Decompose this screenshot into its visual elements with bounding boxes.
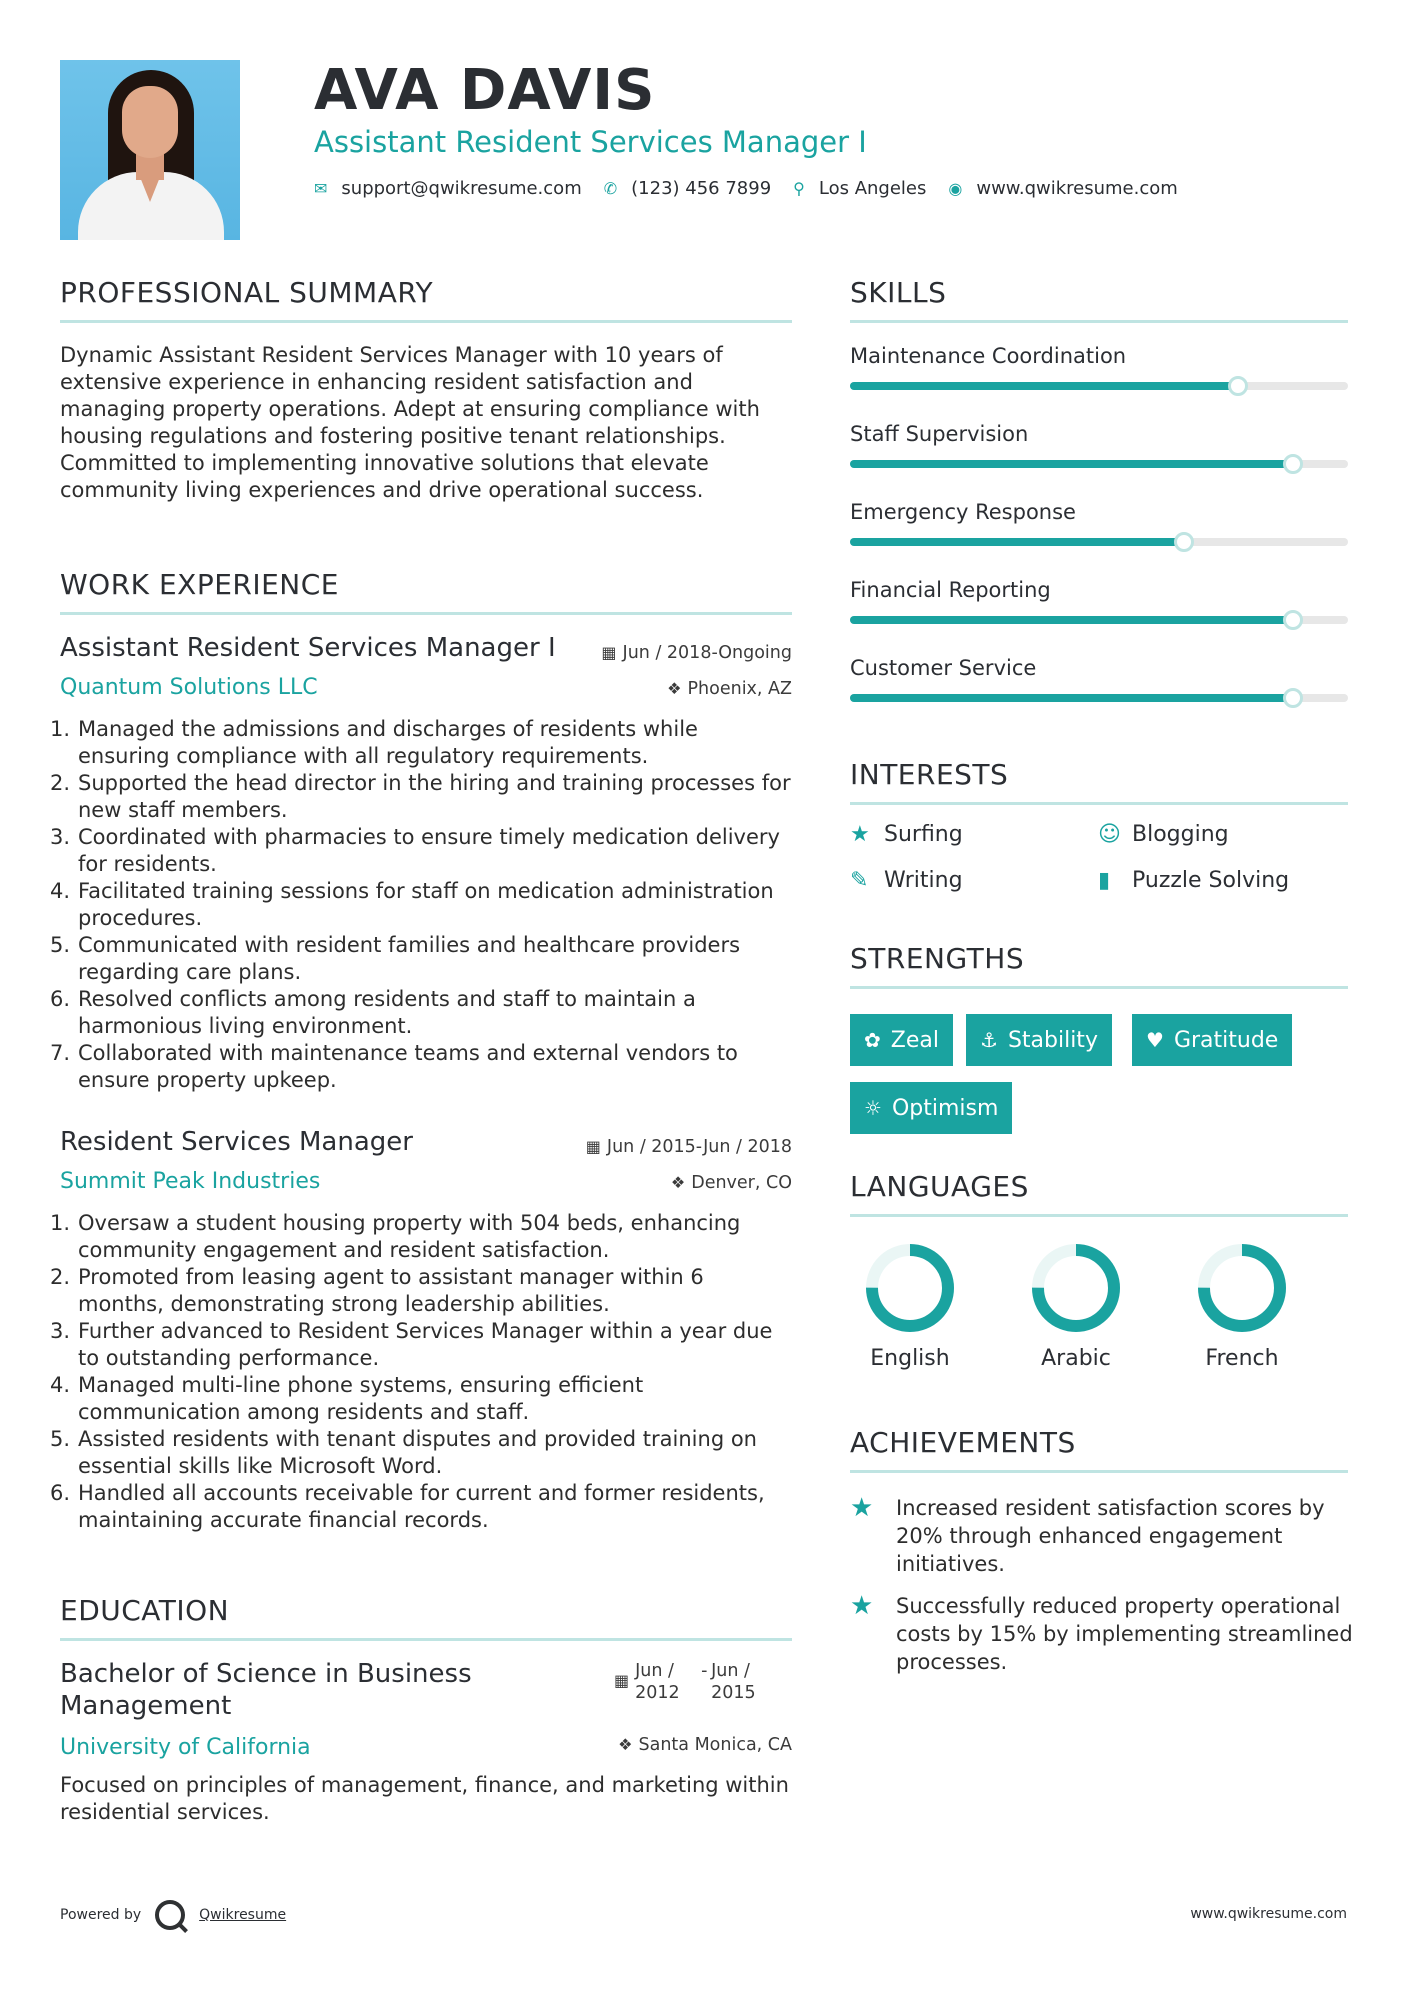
job-duties: [60, 716, 795, 1094]
phone-icon: ✆: [603, 179, 618, 198]
calendar-icon: ▦: [614, 1671, 630, 1690]
strength-badge: ✿ Zeal: [850, 1014, 953, 1066]
education-heading: EDUCATION: [60, 1594, 230, 1627]
interest-item: ★ Surfing: [850, 822, 963, 847]
duty-item: Assisted residents with tenant disputes and provided training on essential skills like Microsoft Word.: [78, 1427, 757, 1478]
profile-photo: [60, 60, 240, 240]
language-item: [850, 1240, 970, 1371]
qwikresume-logo-icon: [155, 1900, 185, 1930]
map-pin-icon: ⚲: [793, 179, 805, 198]
heart-icon: ♥: [1146, 1028, 1164, 1052]
school-name: University of California: [60, 1735, 311, 1760]
pencil-icon: ✎: [850, 868, 869, 893]
star-icon: ★: [850, 1493, 874, 1523]
skill-item: [850, 654, 1348, 702]
strengths-divider: [850, 986, 1348, 989]
education-divider: [60, 1638, 792, 1641]
languages-heading: LANGUAGES: [850, 1170, 1029, 1203]
globe-icon: ◉: [948, 179, 963, 198]
star-icon: ★: [850, 1591, 874, 1621]
school-location: ❖ Santa Monica, CA: [618, 1735, 792, 1755]
education-dates: ▦ Jun / 2012 - Jun / 2015: [614, 1660, 771, 1704]
duty-item: Oversaw a student housing property with 504 beds, enhancing community engagement and resident satisfaction.: [78, 1211, 741, 1262]
book-icon: ▮: [1098, 868, 1111, 893]
achievements-heading: ACHIEVEMENTS: [850, 1426, 1076, 1459]
strength-badge: ♥ Gratitude: [1132, 1014, 1292, 1066]
skill-name: Customer Service: [850, 656, 1037, 680]
job-location: ❖ Phoenix, AZ: [667, 679, 792, 699]
language-ring: [1028, 1240, 1124, 1336]
skill-item: [850, 498, 1348, 546]
users-icon: ☺: [1098, 822, 1121, 847]
star-icon: ★: [850, 822, 870, 847]
job-date: ▦ Jun / 2018-Ongoing: [601, 643, 792, 663]
contact-email[interactable]: support@qwikresume.com: [341, 178, 582, 199]
strength-badge: ☼ Optimism: [850, 1082, 1012, 1134]
skill-name: Staff Supervision: [850, 422, 1029, 446]
pin-icon: ❖: [670, 1173, 686, 1192]
contact-website[interactable]: www.qwikresume.com: [976, 178, 1178, 199]
language-item: [1016, 1240, 1136, 1371]
summary-text: Dynamic Assistant Resident Services Manager with 10 years of extensive experience in enhancing resident satisfaction and managing property operations. Adept at ensuring compliance with housing regulations and fostering positive tenant relationships. Committed to implementing innovative solutions that elevate community living experiences and drive operational success.: [60, 343, 760, 502]
contact-phone[interactable]: (123) 456 7899: [631, 178, 772, 199]
strengths-heading: STRENGTHS: [850, 942, 1025, 975]
experience-divider: [60, 612, 792, 615]
contact-bar: [314, 178, 1200, 199]
skill-name: Financial Reporting: [850, 578, 1051, 602]
job-location: ❖ Denver, CO: [670, 1173, 792, 1193]
interests-heading: INTERESTS: [850, 758, 1009, 791]
experience-heading: WORK EXPERIENCE: [60, 568, 339, 601]
duty-item: Communicated with resident families and healthcare providers regarding care plans.: [78, 933, 741, 984]
education-description: Focused on principles of management, finance, and marketing within residential services.: [60, 1773, 789, 1824]
footer-powered-by: Powered by Qwikresume: [60, 1900, 286, 1930]
duty-item: Supported the head director in the hiring and training processes for new staff members.: [78, 771, 791, 822]
interest-item: ▮ Puzzle Solving: [1098, 868, 1290, 893]
skill-item: [850, 576, 1348, 624]
candidate-role: Assistant Resident Services Manager I: [314, 125, 867, 159]
language-ring: [1194, 1240, 1290, 1336]
education-start: Jun / 2012: [635, 1661, 680, 1703]
skill-item: [850, 420, 1348, 468]
skill-name: Maintenance Coordination: [850, 344, 1127, 368]
skills-divider: [850, 320, 1348, 323]
job-duties: [60, 1210, 795, 1534]
duty-item: Managed the admissions and discharges of residents while ensuring compliance with all regulatory requirements.: [78, 717, 698, 768]
education-end: Jun / 2015: [711, 1661, 756, 1703]
envelope-icon: ✉: [314, 179, 328, 198]
job-company: Summit Peak Industries: [60, 1169, 321, 1194]
skill-bar: [850, 616, 1348, 624]
degree-title: Bachelor of Science in Business Management: [60, 1659, 472, 1721]
pin-icon: ❖: [618, 1735, 633, 1754]
sun-icon: ☼: [864, 1096, 882, 1120]
interest-item: ☺ Blogging: [1098, 822, 1229, 847]
skill-name: Emergency Response: [850, 500, 1076, 524]
skills-heading: SKILLS: [850, 276, 947, 309]
footer-website[interactable]: www.qwikresume.com: [1190, 1906, 1347, 1922]
candidate-name: AVA DAVIS: [314, 58, 656, 123]
language-ring: [862, 1240, 958, 1336]
duty-item: Coordinated with pharmacies to ensure timely medication delivery for residents.: [78, 825, 780, 876]
duty-item: Further advanced to Resident Services Manager within a year due to outstanding performance.: [78, 1319, 773, 1370]
skill-bar: [850, 382, 1348, 390]
achievement-item: ★ Increased resident satisfaction scores by 20% through enhanced engagement initiatives.: [850, 1493, 1325, 1576]
duty-item: Resolved conflicts among residents and staff to maintain a harmonious living environment.: [78, 987, 696, 1038]
job-title: Assistant Resident Services Manager I: [60, 633, 556, 663]
flame-icon: ✿: [864, 1028, 881, 1052]
skill-item: [850, 342, 1348, 390]
achievement-item: ★ Successfully reduced property operational costs by 15% by implementing streamlined processes.: [850, 1591, 1353, 1674]
job-date: ▦ Jun / 2015-Jun / 2018: [585, 1137, 792, 1157]
footer-brand-link[interactable]: Qwikresume: [199, 1907, 287, 1923]
language-name: French: [1205, 1346, 1279, 1371]
language-name: Arabic: [1041, 1346, 1111, 1371]
skill-bar: [850, 694, 1348, 702]
summary-heading: PROFESSIONAL SUMMARY: [60, 276, 434, 309]
duty-item: Handled all accounts receivable for current and former residents, maintaining accurate financial records.: [78, 1481, 765, 1532]
pin-icon: ❖: [667, 679, 682, 698]
languages-divider: [850, 1214, 1348, 1217]
language-item: [1182, 1240, 1302, 1371]
achievements-divider: [850, 1470, 1348, 1473]
calendar-icon: ▦: [601, 643, 617, 662]
skill-bar: [850, 538, 1348, 546]
duty-item: Promoted from leasing agent to assistant manager within 6 months, demonstrating strong leadership abilities.: [78, 1265, 704, 1316]
language-name: English: [870, 1346, 950, 1371]
duty-item: Managed multi-line phone systems, ensuring efficient communication among residents and staff.: [78, 1373, 644, 1424]
duty-item: Collaborated with maintenance teams and external vendors to ensure property upkeep.: [78, 1041, 738, 1092]
skill-bar: [850, 460, 1348, 468]
job-title: Resident Services Manager: [60, 1127, 413, 1157]
calendar-icon: ▦: [585, 1137, 601, 1156]
duty-item: Facilitated training sessions for staff on medication administration procedures.: [78, 879, 774, 930]
interest-item: ✎ Writing: [850, 868, 963, 893]
anchor-icon: ⚓: [980, 1028, 998, 1052]
summary-divider: [60, 320, 792, 323]
interests-divider: [850, 802, 1348, 805]
job-company: Quantum Solutions LLC: [60, 675, 318, 700]
contact-location: Los Angeles: [818, 178, 927, 199]
strength-badge: ⚓ Stability: [966, 1014, 1112, 1066]
